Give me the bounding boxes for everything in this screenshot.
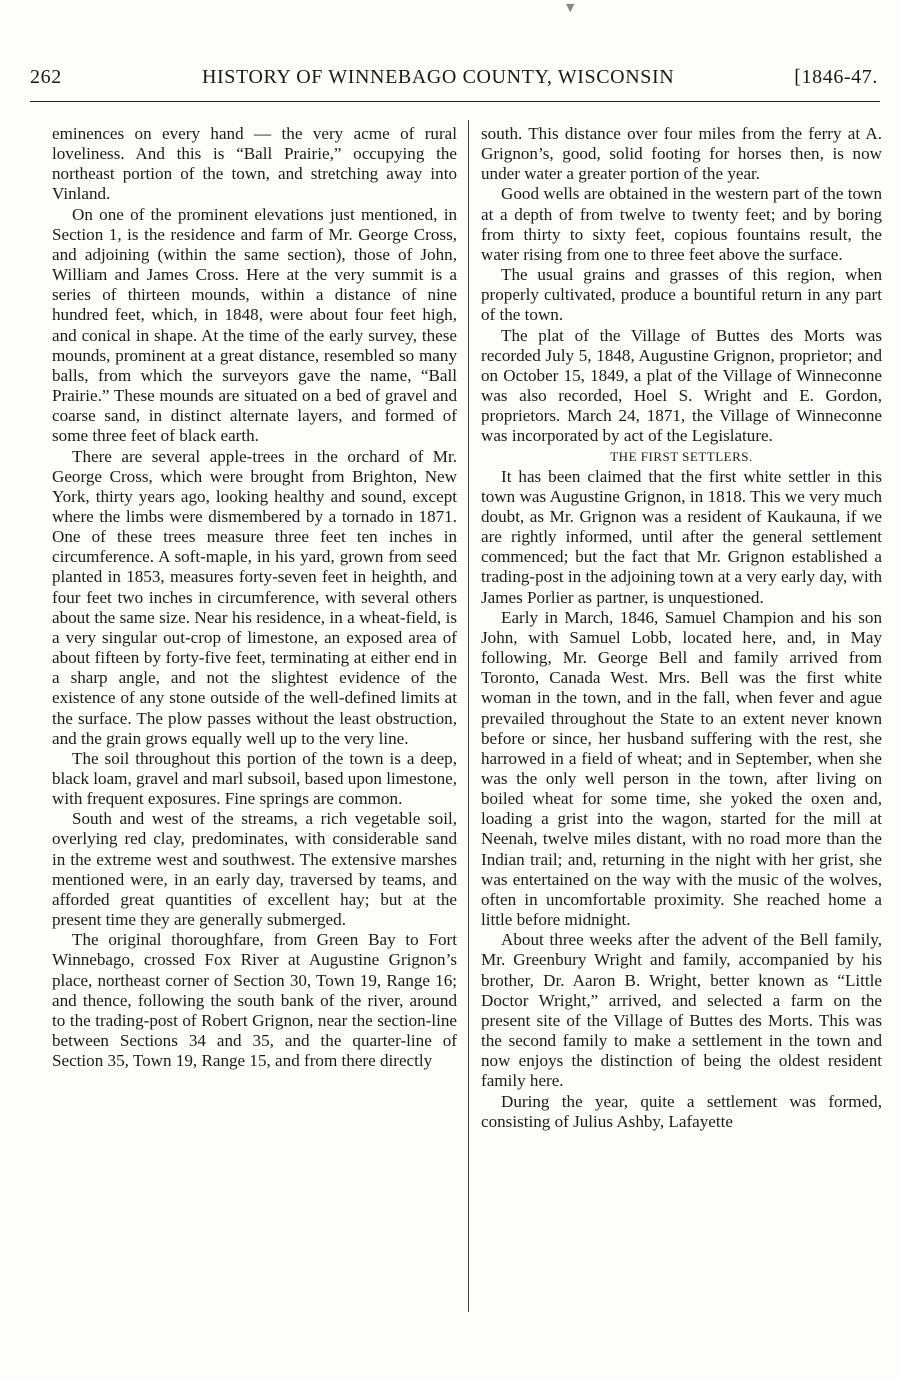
paragraph: The plat of the Village of Buttes des Morts was recorded July 5, 1848, Augustine Grignon, proprietor; and on October 15, 1849, a plat of the Village of Winneconne was also recorded, Hoel S. Wright and E. Gordon, proprietors. March 24, 1871, the Village of Winneconne was incorporated by act of the Legislature. [481,325,882,446]
paragraph: During the year, quite a settlement was formed, consisting of Julius Ashby, Lafayette [481,1091,882,1131]
paragraph: The original thoroughfare, from Green Bay to Fort Winnebago, crossed Fox River at Augustine Grignon’s place, northeast corner of Section 30, Town 19, Range 16; and thence, following the south bank of the river, around to the trading-post of Robert Grignon, near the section-line between Sections 34 and 35, and the quarter-line of Section 35, Town 19, Range 15, and from there directly [52,930,457,1071]
running-header [30,62,878,96]
header-rule [30,101,880,102]
paragraph: south. This distance over four miles from the ferry at A. Grignon’s, good, solid footing for horses then, is now under water a greater portion of the year. [481,124,882,184]
running-title: HISTORY OF WINNEBAGO COUNTY, WISCONSIN [202,66,675,88]
paragraph: It has been claimed that the first white settler in this town was Augustine Grignon, in 1818. This we very much doubt, as Mr. Grignon was a resident of Kaukauna, if we are rightly informed, until after the general settlement commenced; but the fact that Mr. Grignon established a trading-post in the adjoining town at a very early day, with James Porlier as partner, is unquestioned. [481,466,882,607]
paragraph: There are several apple-trees in the orchard of Mr. George Cross, which were brought from Brighton, New York, thirty years ago, looking healthy and sound, except where the limbs were dismembered by a tornado in 1871. One of these trees measure three feet ten inches in circumference. A soft-maple, in his yard, grown from seed planted in 1853, measures forty-seven feet in heighth, and four feet two inches in circumference, with several others about the same size. Near his residence, in a wheat-field, is a very singular out-crop of limestone, an exposed area of about fifteen by forty-five feet, terminating at either end in a sharp angle, and not the slightest evidence of the existence of any stone outside of the well-defined limits at the surface. The plow passes without the least obstruction, and the grain grows equally well up to the very line. [52,446,457,748]
paragraph: The soil throughout this portion of the town is a deep, black loam, gravel and marl subsoil, based upon limestone, with frequent exposures. Fine springs are common. [52,748,457,809]
paragraph: Good wells are obtained in the western part of the town at a depth of from twelve to twenty feet; and by boring from thirty to sixty feet, copious fountains result, the water rising from one to three feet above the surface. [481,184,882,264]
left-column [52,124,457,1071]
paragraph: Early in March, 1846, Samuel Champion and his son John, with Samuel Lobb, located here, and, in May following, Mr. George Bell and family arrived from Toronto, Canada West. Mrs. Bell was the first white woman in the town, and in the fall, when fever and ague prevailed throughout the State to an extent never known before or since, her husband suffering with the rest, she harrowed in a field of wheat; and in September, when she was the only well person in the town, after living on boiled wheat for some time, she yoked the oxen and, loading a grist into the wagon, started for the mill at Neenah, twelve miles distant, with no road more than the Indian trail; and, returning in the night with her grist, she was entertained on the way with the music of the wolves, often in uncomfortable proximity. She reached home a little before midnight. [481,607,882,930]
paragraph: On one of the prominent elevations just mentioned, in Section 1, is the residence and farm of Mr. George Cross, and adjoining (within the same section), those of John, William and James Cross. Here at the very summit is a series of thirteen mounds, within a distance of nine hundred feet, which, in 1848, were about four feet high, and conical in shape. At the time of the early survey, these mounds, prominent at a great distance, resembled so many balls, from which the surveyors gave the name, “Ball Prairie.” These mounds are situated on a bed of gravel and coarse sand, in distinct alternate layers, and formed of some three feet of black earth. [52,204,457,446]
page-number: 262 [30,66,62,88]
right-column [481,124,882,1132]
paragraph: eminences on every hand — the very acme of rural loveliness. And this is “Ball Prairie,” occupying the northeast portion of the town, and stretching away into Vinland. [52,124,457,204]
year-range: [1846-47. [794,66,878,88]
section-heading: THE FIRST SETTLERS. [610,448,753,464]
column-divider [468,120,469,1312]
paragraph: About three weeks after the advent of the Bell family, Mr. Greenbury Wright and family, accompanied by his brother, Dr. Aaron B. Wright, better known as “Little Doctor Wright,” arrived, and selected a farm on the present site of the Village of Buttes des Morts. This was the second family to make a settlement in the town and now enjoys the distinction of being the oldest resident family here. [481,930,882,1091]
paragraph: South and west of the streams, a rich vegetable soil, overlying red clay, predominates, with considerable sand in the extreme west and southwest. The extensive marshes mentioned were, in an early day, traversed by teams, and afforded great quantities of excellent hay; but at the present time they are generally submerged. [52,809,457,930]
print-mark: ▼ [566,1,575,14]
paragraph: The usual grains and grasses of this region, when properly cultivated, produce a bountiful return in any part of the town. [481,265,882,325]
